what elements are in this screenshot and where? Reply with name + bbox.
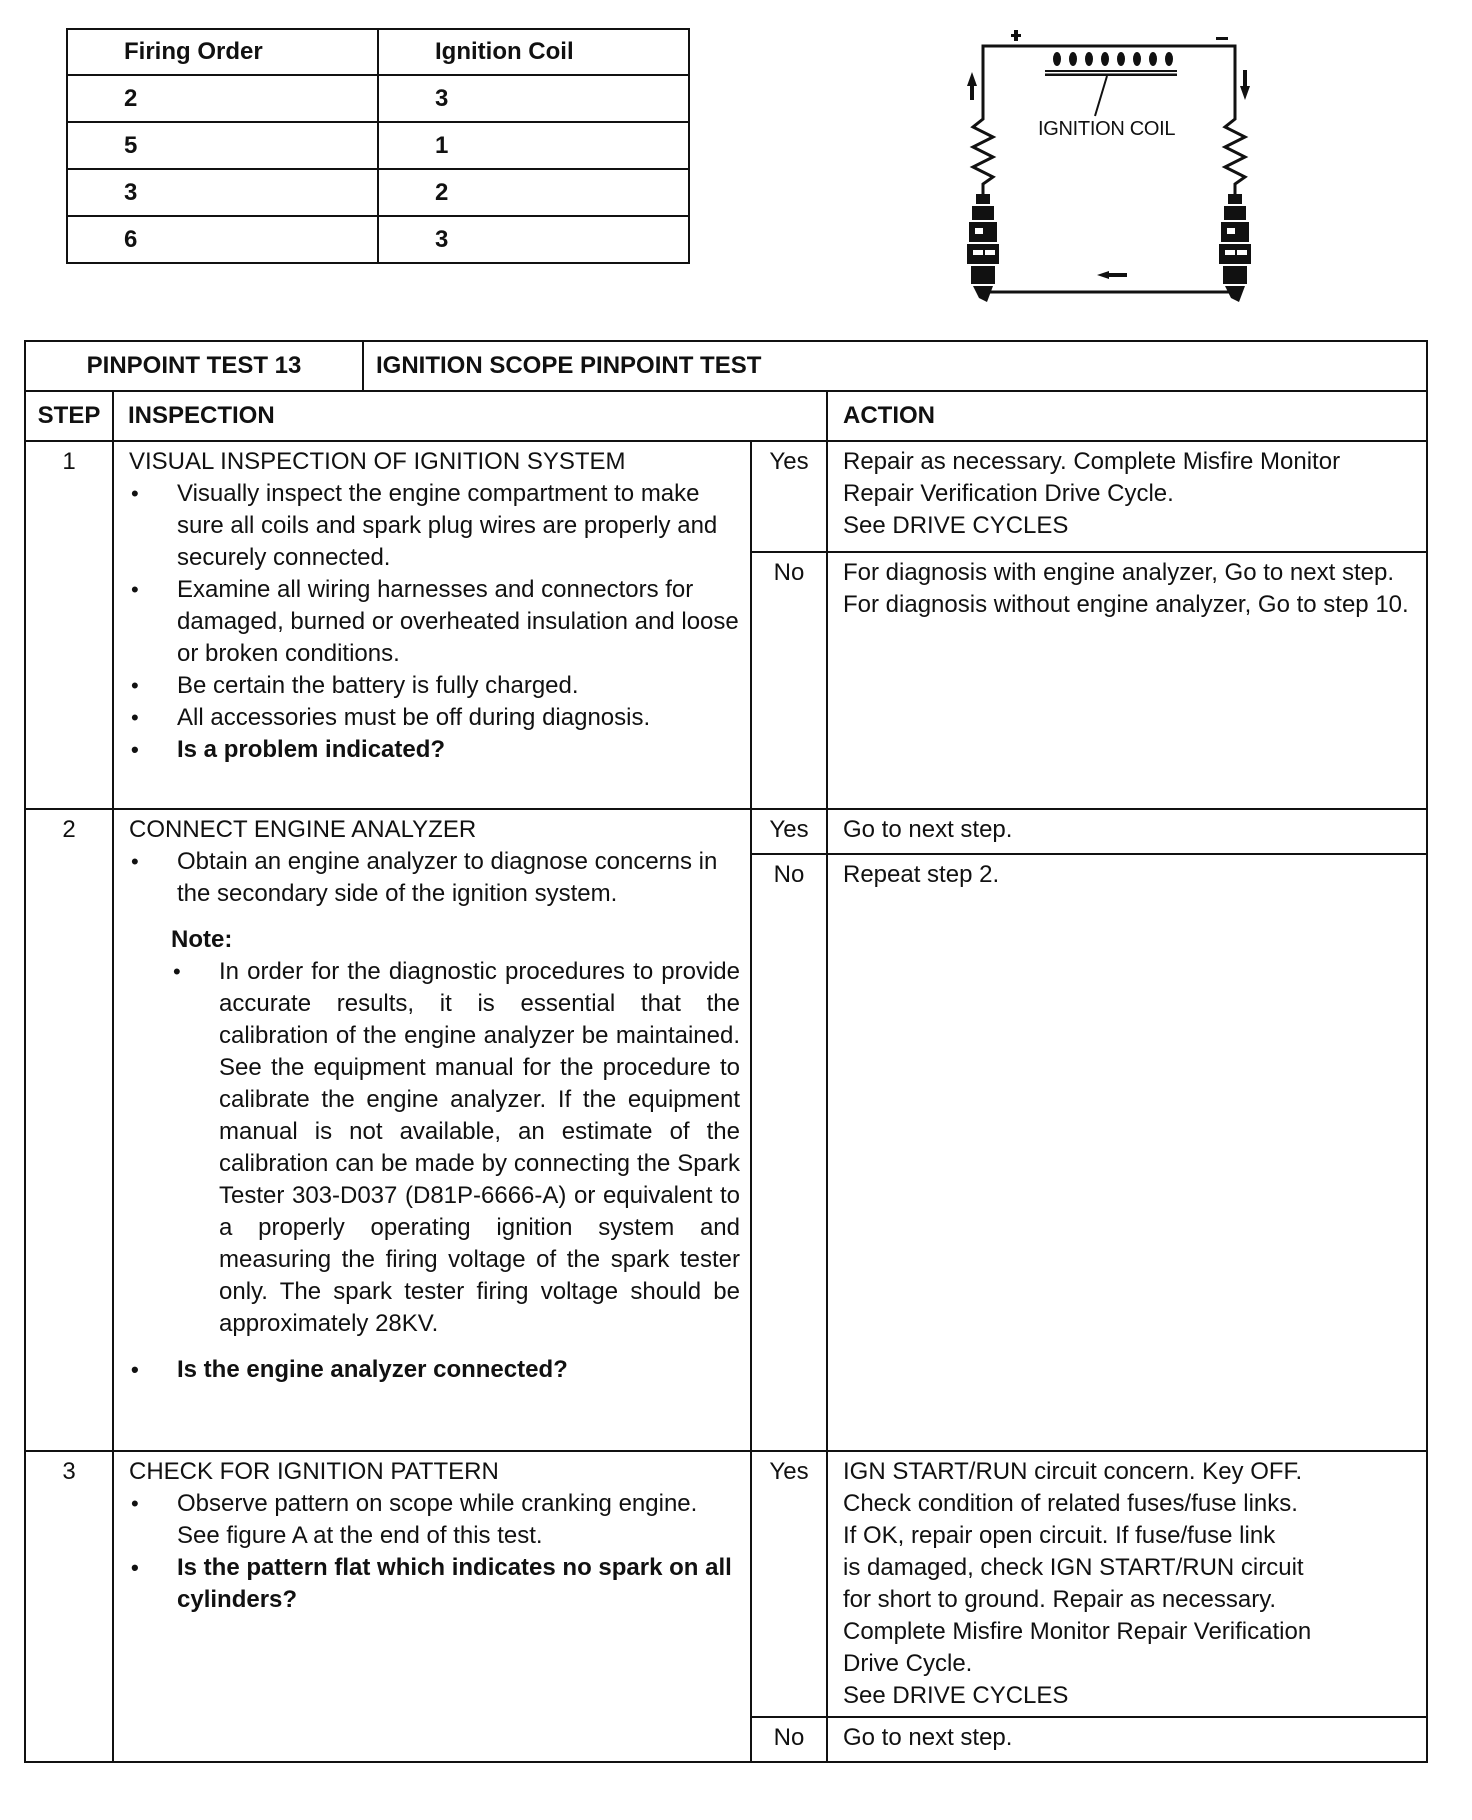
column-header-row [25, 391, 1427, 441]
yes-label: Yes [751, 809, 827, 854]
note-block [171, 924, 740, 1340]
action-line: If OK, repair open circuit. If fuse/fuse link [843, 1522, 1276, 1549]
action-line: is damaged, check IGN START/RUN circuit [843, 1554, 1304, 1581]
step-inspection [113, 441, 751, 809]
pinpoint-title-row [25, 341, 1427, 391]
inspection-bullet: • Observe pattern on scope while cranking engine. See figure A at the end of this test. [129, 1488, 740, 1552]
step-title: CONNECT ENGINE ANALYZER [129, 816, 477, 843]
step-title: CHECK FOR IGNITION PATTERN [129, 1458, 499, 1485]
ignition-coil-cell: 3 [378, 75, 689, 122]
action-line: See DRIVE CYCLES [843, 512, 1069, 539]
firing-table-header [67, 29, 689, 75]
pinpoint-test-title: IGNITION SCOPE PINPOINT TEST [363, 341, 1427, 391]
table-row [67, 216, 689, 263]
table-row [67, 75, 689, 122]
step-row [25, 441, 1427, 552]
no-label: No [751, 854, 827, 1451]
inspection-bullet: • Visually inspect the engine compartment to make sure all coils and spark plug wires are properly and securely connected. [129, 478, 740, 574]
action-line: Go to next step. [843, 816, 1013, 843]
firing-order-cell: 3 [67, 169, 378, 216]
step-number: 2 [25, 809, 113, 1451]
firing-order-table [66, 28, 690, 264]
step-row [25, 1451, 1427, 1717]
firing-order-cell: 5 [67, 122, 378, 169]
action-line: Drive Cycle. [843, 1650, 973, 1677]
step-number: 1 [25, 441, 113, 809]
inspection-bullet: • All accessories must be off during diagnosis. [129, 702, 740, 734]
step-column-header: STEP [25, 391, 113, 441]
yes-label: Yes [751, 1451, 827, 1717]
inspection-bullets [129, 1354, 740, 1386]
inspection-bullet: • Be certain the battery is fully charged. [129, 670, 740, 702]
inspection-question: • Is the engine analyzer connected? [129, 1354, 740, 1386]
action-line: for short to ground. Repair as necessary. [843, 1586, 1277, 1613]
ignition-coil-diagram [945, 24, 1275, 329]
no-action [827, 854, 1427, 1451]
step-title: VISUAL INSPECTION OF IGNITION SYSTEM [129, 448, 626, 475]
pinpoint-test-id: PINPOINT TEST 13 [25, 341, 363, 391]
firing-order-header: Firing Order [67, 29, 378, 75]
action-line: Repair as necessary. Complete Misfire Monitor [843, 448, 1341, 475]
ignition-coil-cell: 1 [378, 122, 689, 169]
no-action [827, 552, 1427, 809]
action-line: For diagnosis with engine analyzer, Go to next step. [843, 559, 1394, 586]
firing-order-cell: 6 [67, 216, 378, 263]
inspection-bullets [129, 1488, 740, 1616]
table-row [67, 122, 689, 169]
inspection-question: • Is a problem indicated? [129, 734, 740, 766]
ignition-coil-label: IGNITION COIL [1038, 118, 1176, 140]
action-line: Repeat step 2. [843, 861, 1000, 888]
ignition-coil-cell: 2 [378, 169, 689, 216]
ignition-coil-header: Ignition Coil [378, 29, 689, 75]
inspection-bullets [129, 846, 740, 910]
note-text: • In order for the diagnostic procedures to provide accurate results, it is essential that the calibration of the engine analyzer be maintained. See the equipment manual for the procedure to calibrate the engine analyzer. If the equipment manual is not available, an estimate of the calibration can be made by connecting the Spark Tester 303-D037 (D81P-6666-A) or equivalent to a properly operating ignition system and measuring the firing voltage of the spark tester only. The spark tester firing voltage should be approximately 28KV. [171, 956, 740, 1340]
action-line: Complete Misfire Monitor Repair Verification [843, 1618, 1312, 1645]
action-line: For diagnosis without engine analyzer, Go to step 10. [843, 591, 1409, 618]
ignition-coil-cell: 3 [378, 216, 689, 263]
yes-label: Yes [751, 441, 827, 552]
step-row [25, 809, 1427, 854]
note-bullets [171, 956, 740, 1340]
inspection-question: • Is the pattern flat which indicates no spark on all cylinders? [129, 1552, 740, 1616]
inspection-bullet: • Examine all wiring harnesses and connectors for damaged, burned or overheated insulation and loose or broken conditions. [129, 574, 740, 670]
action-line: Check condition of related fuses/fuse links. [843, 1490, 1298, 1517]
pinpoint-test-table [24, 340, 1428, 1763]
action-line: Go to next step. [843, 1724, 1013, 1751]
inspection-column-header: INSPECTION [113, 391, 827, 441]
firing-order-cell: 2 [67, 75, 378, 122]
no-label: No [751, 1717, 827, 1762]
step-inspection [113, 1451, 751, 1762]
no-label: No [751, 552, 827, 809]
table-row [67, 169, 689, 216]
action-line: IGN START/RUN circuit concern. Key OFF. [843, 1458, 1303, 1485]
note-title: Note: [171, 926, 233, 953]
action-column-header: ACTION [827, 391, 1427, 441]
yes-action [827, 1451, 1427, 1717]
step-number: 3 [25, 1451, 113, 1762]
inspection-bullets [129, 478, 740, 766]
step-inspection [113, 809, 751, 1451]
action-line: See DRIVE CYCLES [843, 1682, 1069, 1709]
yes-action [827, 441, 1427, 552]
inspection-bullet: • Obtain an engine analyzer to diagnose concerns in the secondary side of the ignition system. [129, 846, 740, 910]
action-line: Repair Verification Drive Cycle. [843, 480, 1174, 507]
circuit-diagram-icon [945, 24, 1275, 329]
yes-action [827, 809, 1427, 854]
no-action [827, 1717, 1427, 1762]
